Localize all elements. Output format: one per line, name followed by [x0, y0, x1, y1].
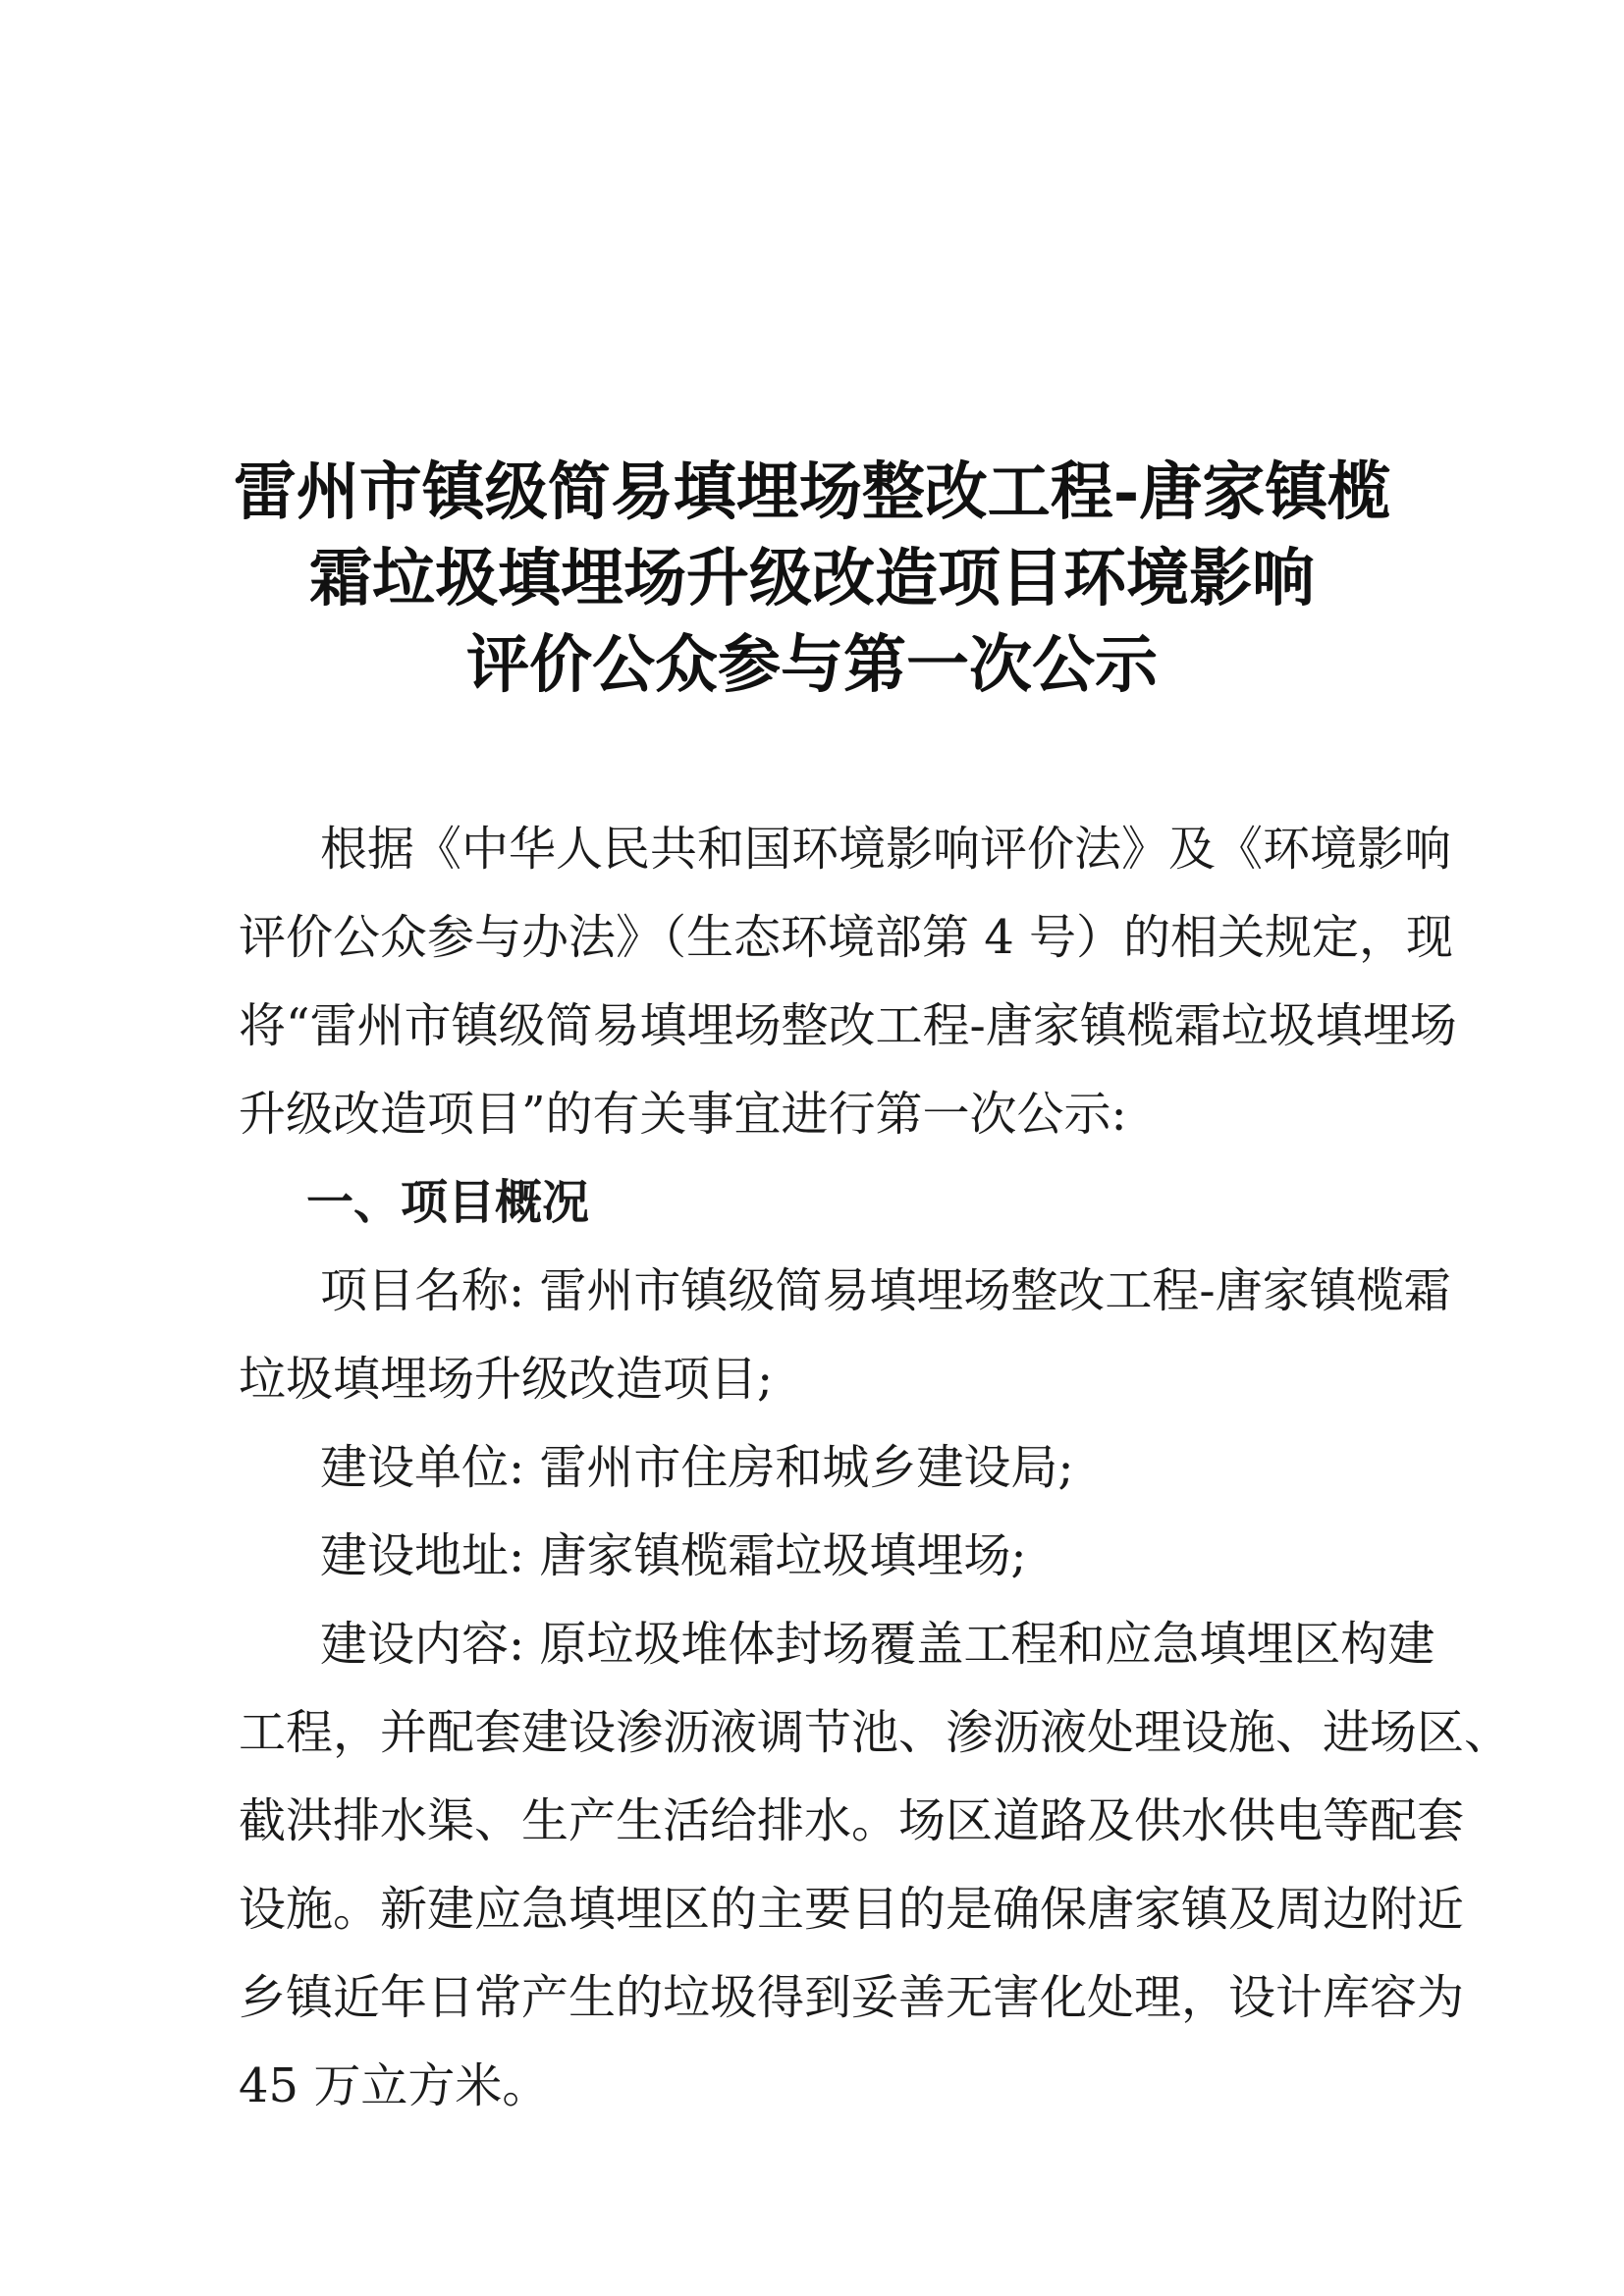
- intro-line-3: 将“雷州市镇级简易填埋场整改工程-唐家镇榄霜垃圾填埋场: [239, 998, 1457, 1053]
- project-name-line-2: 垃圾填埋场升级改造项目;: [239, 1352, 774, 1407]
- title-line-1: 雷州市镇级简易填埋场整改工程-唐家镇榄: [233, 455, 1391, 529]
- content-line-5: 乡镇近年日常产生的垃圾得到妥善无害化处理，设计库容为: [239, 1970, 1465, 2025]
- intro-line-4: 升级改造项目”的有关事宜进行第一次公示:: [239, 1087, 1127, 1142]
- document-title: [196, 450, 1428, 709]
- address-line: 建设地址: 唐家镇榄霜垃圾填埋场;: [320, 1528, 1027, 1583]
- intro-line-2: 评价公众参与办法》（生态环境部第 4 号）的相关规定，现: [239, 910, 1454, 965]
- title-line-2: 霜垃圾填埋场升级改造项目环境影响: [309, 542, 1315, 615]
- content-line-6: 45 万立方米。: [239, 2058, 550, 2113]
- content-line-1: 建设内容: 原垃圾堆体封场覆盖工程和应急填埋区构建: [320, 1617, 1435, 1672]
- section-heading-project-overview: 一、项目概况: [306, 1175, 590, 1230]
- builder-line: 建设单位: 雷州市住房和城乡建设局;: [320, 1440, 1074, 1495]
- title-line-3: 评价公众参与第一次公示: [466, 628, 1158, 702]
- content-line-2: 工程，并配套建设渗沥液调节池、渗沥液处理设施、进场区、: [239, 1705, 1512, 1760]
- content-line-4: 设施。新建应急填埋区的主要目的是确保唐家镇及周边附近: [239, 1882, 1465, 1937]
- intro-line-1: 根据《中华人民共和国环境影响评价法》及《环境影响: [320, 822, 1452, 877]
- project-name-line-1: 项目名称: 雷州市镇级简易填埋场整改工程-唐家镇榄霜: [320, 1263, 1451, 1318]
- content-line-3: 截洪排水渠、生产生活给排水。场区道路及供水供电等配套: [239, 1793, 1465, 1848]
